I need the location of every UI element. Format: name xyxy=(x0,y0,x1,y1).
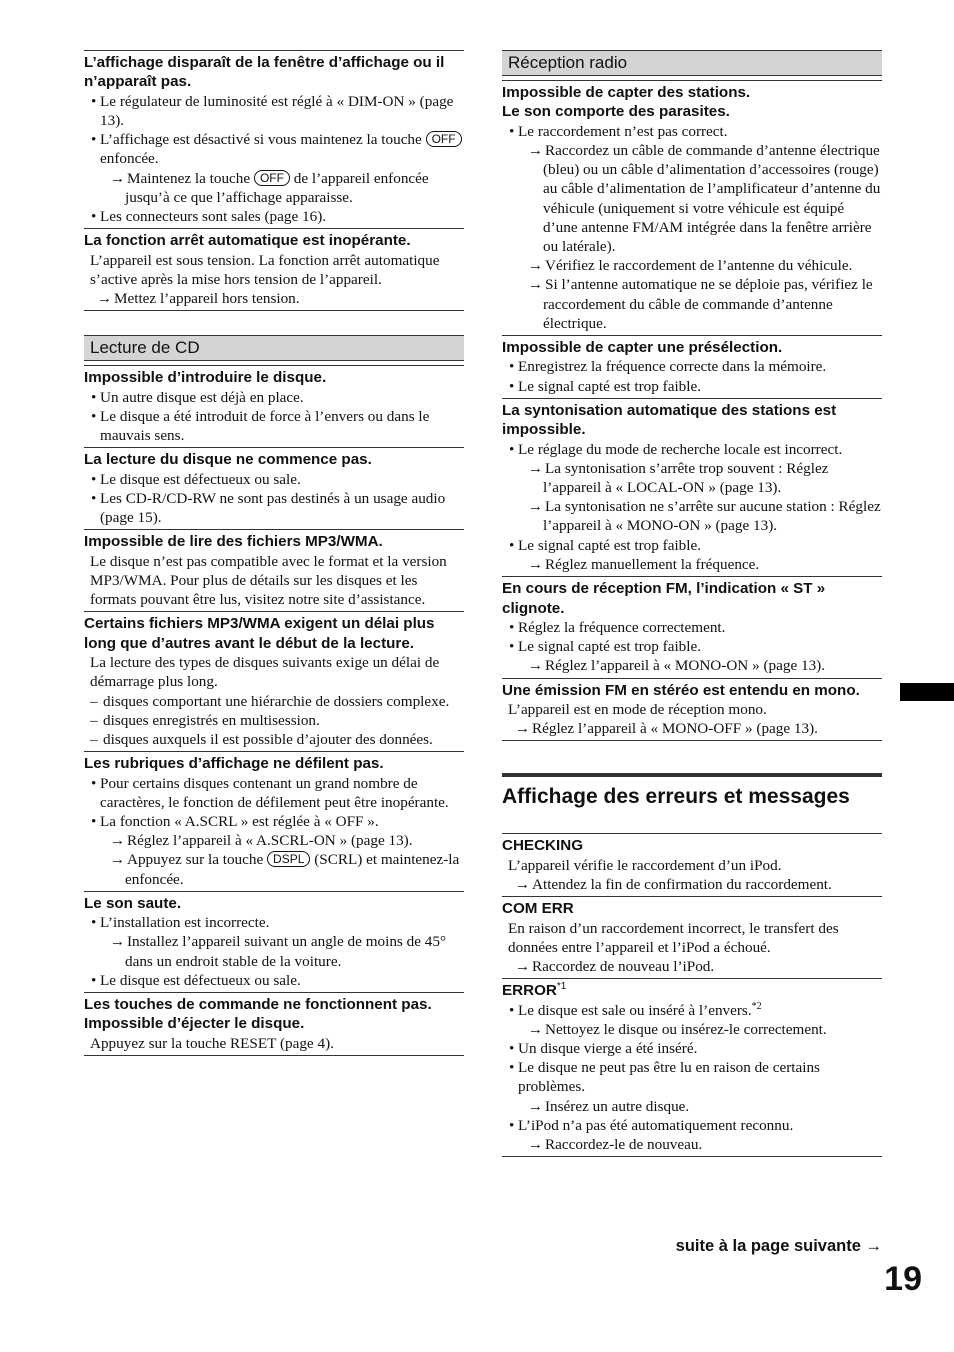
item-text: disques enregistrés en multisession. xyxy=(103,711,320,729)
problem-title xyxy=(502,579,882,618)
solution-item xyxy=(502,459,882,497)
item-text: Le signal capté est trop faible. xyxy=(518,536,702,554)
bullet-item xyxy=(502,1039,882,1058)
item-text: Raccordez-le de nouveau. xyxy=(545,1135,703,1153)
problems-radio xyxy=(502,80,882,741)
solution-item xyxy=(84,289,464,308)
item-text: Si l’antenne automatique ne se déploie pas, vérifiez le raccordement du câble de commande d’antenne électrique. xyxy=(543,276,873,332)
problem-title-text: Impossible d’introduire le disque. xyxy=(84,369,327,387)
explanation-text xyxy=(84,1034,464,1053)
item-text: La fonction « A.SCRL » est réglée à « OFF ». xyxy=(100,812,379,830)
item-text: L’appareil vérifie le raccordement d’un iPod. xyxy=(508,856,782,874)
problem-title-text: Les touches de commande ne fonctionnent pas. xyxy=(84,995,432,1013)
bullet-item xyxy=(84,407,464,445)
item-text: Réglez manuellement la fréquence. xyxy=(545,555,760,573)
problem-entry xyxy=(84,611,464,751)
item-text: Appuyez sur la touche RESET (page 4). xyxy=(90,1034,334,1052)
item-text: Nettoyez le disque ou insérez-le correctement. xyxy=(545,1020,827,1038)
bullet-item xyxy=(502,1058,882,1096)
bullet-item xyxy=(84,774,464,812)
problem-title xyxy=(84,450,464,469)
item-text: Le signal capté est trop faible. xyxy=(518,638,702,656)
problem-title xyxy=(84,368,464,387)
problem-title xyxy=(502,836,882,855)
solution-item xyxy=(502,719,882,738)
right-arrow-icon: → xyxy=(865,1237,882,1255)
item-text: L’affichage est désactivé si vous maintenez la touche xyxy=(100,131,426,149)
explanation-text xyxy=(502,856,882,875)
explanation-text xyxy=(84,552,464,610)
left-column xyxy=(84,50,464,1056)
explanation-text xyxy=(502,700,882,719)
solution-item xyxy=(502,497,882,535)
bullet-item xyxy=(84,207,464,226)
solution-item xyxy=(502,1020,882,1039)
item-text: disques auxquels il est possible d’ajouter des données. xyxy=(103,730,433,748)
problems-display xyxy=(84,50,464,311)
problem-entry xyxy=(84,529,464,611)
problem-title-text: ERROR xyxy=(502,982,557,1000)
item-text: Les CD-R/CD-RW ne sont pas destinés à un usage audio (page 15). xyxy=(100,489,446,527)
solution-item xyxy=(502,957,882,976)
bullet-item xyxy=(84,489,464,527)
bullet-item xyxy=(84,92,464,130)
bullet-item xyxy=(84,971,464,990)
item-text: de l’appareil enfoncée jusqu’à ce que l’affichage apparaisse. xyxy=(125,169,429,206)
problem-entry xyxy=(84,447,464,529)
key-off-icon: OFF xyxy=(254,170,290,186)
problem-title xyxy=(84,754,464,773)
item-text: Le signal capté est trop faible. xyxy=(518,377,702,395)
explanation-text xyxy=(84,251,464,289)
problem-title-text: Une émission FM en stéréo est entendu en mono. xyxy=(502,681,860,699)
item-text: Insérez un autre disque. xyxy=(545,1097,690,1115)
problem-entry xyxy=(502,576,882,677)
bullet-item xyxy=(84,388,464,407)
problem-title-text: En cours de réception FM, l’indication « ST » clignote. xyxy=(502,580,826,617)
problem-entry xyxy=(502,335,882,398)
item-text: Le disque est défectueux ou sale. xyxy=(100,971,301,989)
bullet-item xyxy=(502,440,882,459)
item-text: Le disque n’est pas compatible avec le format et la version MP3/WMA. Pour plus de détails sur les disques et les formats pouvant être lus, visitez notre site d’assistance. xyxy=(90,552,447,609)
item-text: L’appareil est sous tension. La fonction arrêt automatique s’active après la mise hors tension de l’appareil. xyxy=(90,251,440,288)
problem-title-text: CHECKING xyxy=(502,837,584,855)
solution-item xyxy=(84,850,464,888)
problem-title-text: COM ERR xyxy=(502,900,574,918)
bullet-item xyxy=(84,130,464,168)
next-page-note xyxy=(560,1237,882,1256)
problems-cd xyxy=(84,365,464,1056)
right-column xyxy=(502,50,882,1157)
item-text: La lecture des types de disques suivants exige un délai de démarrage plus long. xyxy=(90,654,440,691)
item-text: Réglez la fréquence correctement. xyxy=(518,618,726,636)
footnote-marker: *1 xyxy=(556,981,567,993)
problem-entry xyxy=(502,896,882,978)
solution-item xyxy=(502,875,882,894)
bullet-item xyxy=(502,122,882,141)
item-text: Le raccordement n’est pas correct. xyxy=(518,122,728,140)
problem-title xyxy=(502,681,882,700)
problem-entry xyxy=(84,365,464,447)
problem-title xyxy=(502,981,882,1000)
dash-item xyxy=(84,692,464,711)
dash-item xyxy=(84,730,464,749)
item-text: Le disque est défectueux ou sale. xyxy=(100,470,301,488)
item-text: Le disque a été introduit de force à l’envers ou dans le mauvais sens. xyxy=(100,407,430,445)
item-text: Raccordez de nouveau l’iPod. xyxy=(532,957,715,975)
item-text: Réglez l’appareil à « A.SCRL-ON » (page 13). xyxy=(127,832,413,850)
item-text: En raison d’un raccordement incorrect, le transfert des données entre l’appareil et l’iPod a échoué. xyxy=(508,919,839,956)
item-text: Les connecteurs sont sales (page 16). xyxy=(100,208,327,226)
bullet-item xyxy=(502,637,882,656)
problem-title-text: Impossible de capter des stations. xyxy=(502,84,751,101)
item-text: L’installation est incorrecte. xyxy=(100,914,270,932)
solution-item xyxy=(84,169,464,207)
bullet-item xyxy=(502,618,882,637)
problem-title xyxy=(84,995,464,1014)
item-text: Enregistrez la fréquence correcte dans la mémoire. xyxy=(518,358,827,376)
section-header-cd: Lecture de CD xyxy=(84,335,464,361)
explanation-text xyxy=(502,919,882,957)
bullet-item xyxy=(502,536,882,555)
problem-title xyxy=(502,899,882,918)
problem-entry xyxy=(502,80,882,335)
solution-item xyxy=(502,555,882,574)
problem-title-text: Le son saute. xyxy=(84,894,182,912)
problem-title-text: La syntonisation automatique des stations est impossible. xyxy=(502,401,837,439)
problem-title xyxy=(84,532,464,551)
problem-title xyxy=(84,231,464,250)
problem-title xyxy=(502,401,882,440)
problem-title-text: Impossible de capter une présélection. xyxy=(502,339,783,357)
item-text: L’appareil est en mode de réception mono. xyxy=(508,700,767,718)
bullet-item xyxy=(502,1116,882,1135)
section-header-radio: Réception radio xyxy=(502,50,882,76)
problem-title xyxy=(502,338,882,357)
item-text: Le disque est sale ou inséré à l’envers. xyxy=(518,1001,752,1019)
problem-title-text: Les rubriques d’affichage ne défilent pas. xyxy=(84,755,384,773)
problem-title-text: La lecture du disque ne commence pas. xyxy=(84,451,372,469)
bullet-item xyxy=(502,377,882,396)
problem-title xyxy=(84,894,464,913)
problem-title-secondary: Impossible d’éjecter le disque. xyxy=(84,1015,305,1033)
problem-entry xyxy=(84,992,464,1056)
problem-title-secondary: Le son comporte des parasites. xyxy=(502,103,730,121)
problem-title-text: La fonction arrêt automatique est inopérante. xyxy=(84,232,411,250)
item-text: Réglez l’appareil à « MONO-OFF » (page 13). xyxy=(532,720,818,738)
error-messages xyxy=(502,833,882,1157)
problem-entry xyxy=(84,228,464,311)
item-text: Pour certains disques contenant un grand nombre de caractères, le fonction de défilement peut être inopérante. xyxy=(100,774,449,811)
section-title-errors: Affichage des erreurs et messages xyxy=(502,773,882,833)
problem-entry xyxy=(502,678,882,742)
problem-entry xyxy=(84,50,464,228)
problem-entry xyxy=(84,891,464,992)
solution-item xyxy=(502,1135,882,1154)
bullet-item xyxy=(502,357,882,376)
key-dspl-icon: DSPL xyxy=(267,851,310,867)
problem-title xyxy=(84,53,464,92)
item-text: Le disque ne peut pas être lu en raison de certains problèmes. xyxy=(518,1059,820,1096)
next-page-text: suite à la page suivante xyxy=(675,1237,861,1255)
solution-item xyxy=(502,256,882,275)
problem-entry xyxy=(502,978,882,1157)
solution-item xyxy=(502,656,882,675)
item-text: Maintenez la touche xyxy=(127,169,254,187)
bullet-item xyxy=(84,913,464,932)
problem-title-text: Certains fichiers MP3/WMA exigent un délai plus long que d’autres avant le début de la lecture. xyxy=(84,615,435,652)
problem-entry xyxy=(502,833,882,896)
item-text: La syntonisation ne s’arrête sur aucune station : Réglez l’appareil à « MONO-ON » (page 13). xyxy=(543,498,881,535)
item-text: La syntonisation s’arrête trop souvent : Réglez l’appareil à « LOCAL-ON » (page 13). xyxy=(543,459,829,497)
bullet-item xyxy=(84,470,464,489)
key-off-icon: OFF xyxy=(426,131,462,147)
problem-title-text: Impossible de lire des fichiers MP3/WMA. xyxy=(84,533,383,551)
solution-item xyxy=(502,141,882,256)
item-text: Appuyez sur la touche xyxy=(127,851,268,869)
item-text: Attendez la fin de confirmation du raccordement. xyxy=(532,875,832,893)
solution-item xyxy=(502,1097,882,1116)
section-tab-marker xyxy=(900,683,954,701)
problem-entry xyxy=(84,751,464,891)
item-text: disques comportant une hiérarchie de dossiers complexe. xyxy=(103,692,450,710)
item-text: Installez l’appareil suivant un angle de moins de 45° dans un endroit stable de la voiture. xyxy=(125,933,447,970)
solution-item xyxy=(84,831,464,850)
item-text: Réglez l’appareil à « MONO-ON » (page 13). xyxy=(545,657,826,675)
problem-entry xyxy=(502,398,882,576)
item-text: Un disque vierge a été inséré. xyxy=(518,1039,698,1057)
page-number: 19 xyxy=(884,1260,922,1298)
problem-title-text: L’affichage disparaît de la fenêtre d’affichage ou il n’apparaît pas. xyxy=(84,54,445,91)
problem-title xyxy=(502,83,882,102)
item-text: Un autre disque est déjà en place. xyxy=(100,388,304,406)
item-text: Le régulateur de luminosité est réglé à « DIM-ON » (page 13). xyxy=(100,92,454,130)
solution-item xyxy=(84,932,464,970)
explanation-text xyxy=(84,653,464,691)
item-text: enfoncée. xyxy=(100,150,159,168)
bullet-item xyxy=(502,1001,882,1020)
item-text: Mettez l’appareil hors tension. xyxy=(114,290,300,308)
item-text: Le réglage du mode de recherche locale est incorrect. xyxy=(518,440,843,458)
problem-title xyxy=(84,614,464,653)
item-text: Raccordez un câble de commande d’antenne électrique (bleu) ou un câble d’alimentation d’accessoires (rouge) au câble d’alimentation de l’amplificateur d’antenne du véhicule (uniquement si votre véhicule est équipé d’une antenne FM/AM intégrée dans la fenêtre arrière ou latérale). xyxy=(543,142,881,256)
item-text: Vérifiez le raccordement de l’antenne du véhicule. xyxy=(545,257,853,275)
item-text: L’iPod n’a pas été automatiquement reconnu. xyxy=(518,1116,794,1134)
dash-item xyxy=(84,711,464,730)
bullet-item xyxy=(84,812,464,831)
footnote-marker: *2 xyxy=(751,1000,762,1012)
item-text: (SCRL) et maintenez-la enfoncée. xyxy=(125,851,460,888)
solution-item xyxy=(502,275,882,333)
